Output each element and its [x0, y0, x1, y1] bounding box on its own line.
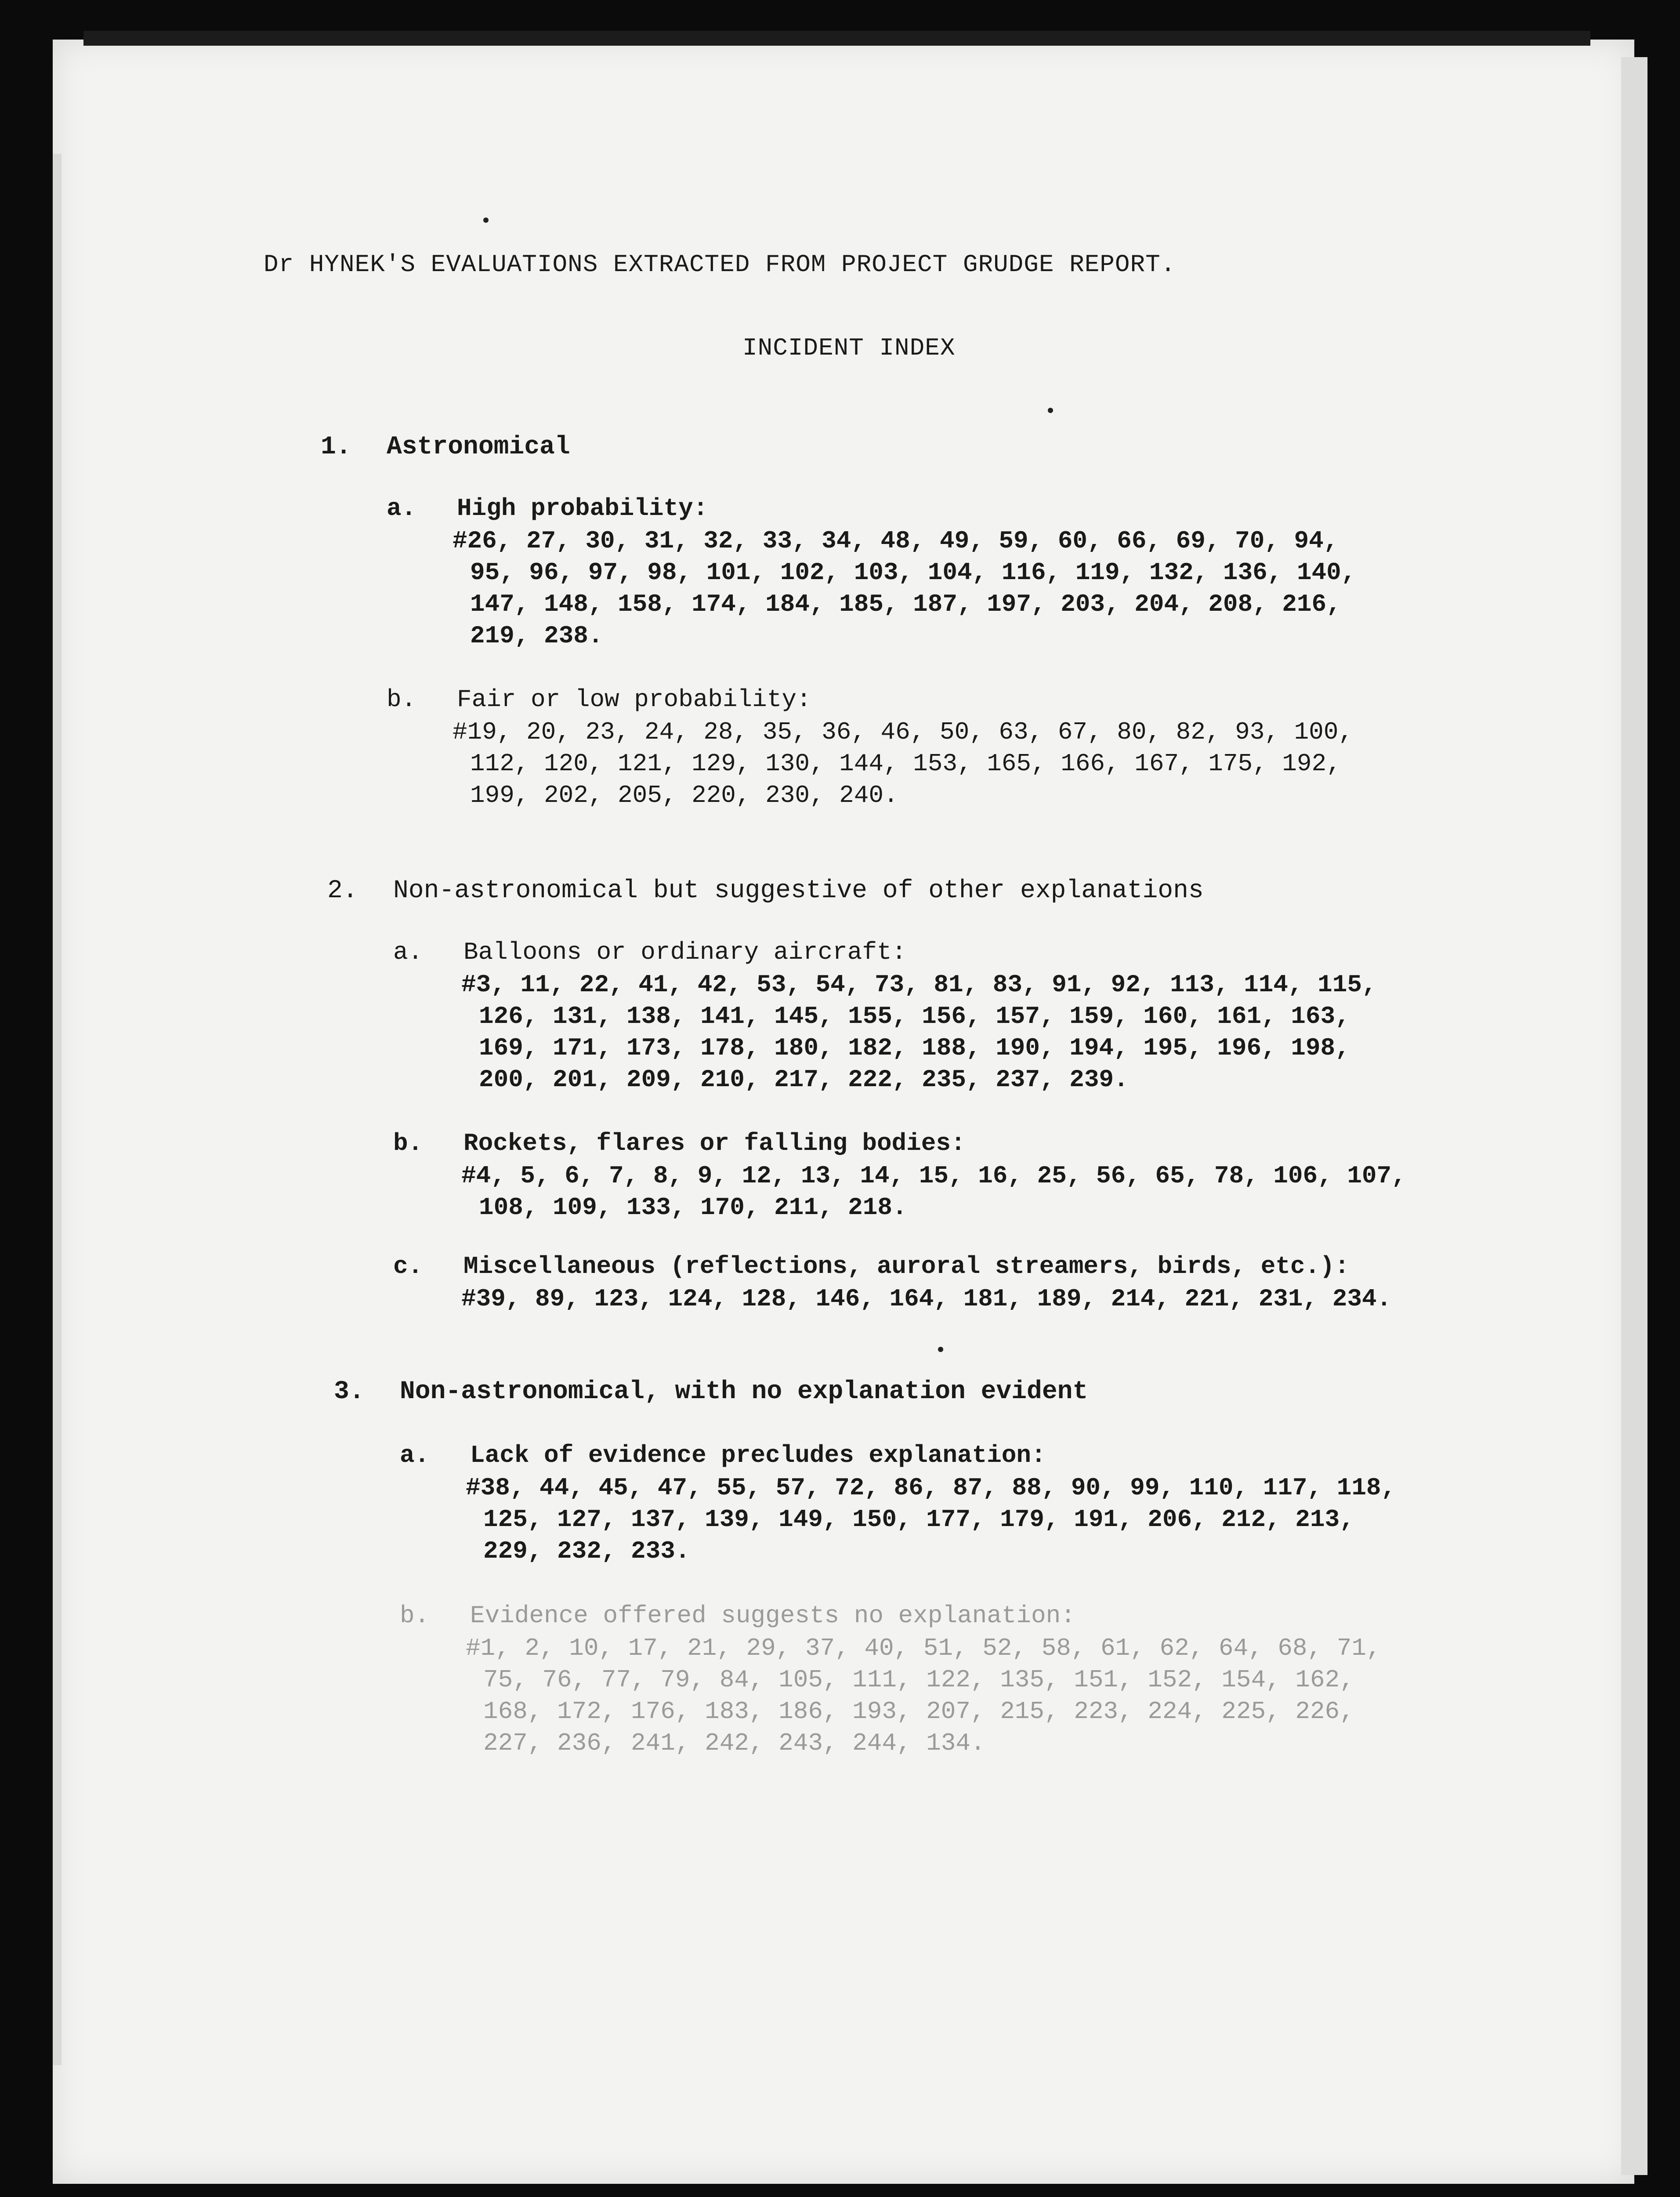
page-right-edge [1621, 57, 1647, 2175]
incident-line: 126, 131, 138, 141, 145, 155, 156, 157, 159, 160, 161, 163, [479, 1002, 1350, 1030]
section-number: 3. [334, 1378, 365, 1406]
section-1b-list [453, 716, 1353, 811]
incident-line: 227, 236, 241, 242, 243, 244, 134. [483, 1729, 985, 1757]
subsection-letter: b. [393, 1129, 423, 1157]
subsection-title: Miscellaneous (reflections, auroral streamers, birds, etc.): [463, 1252, 1350, 1280]
section-3b-list [466, 1632, 1381, 1759]
speck [938, 1347, 943, 1352]
subsection-title: Rockets, flares or falling bodies: [463, 1129, 966, 1157]
incident-line: 125, 127, 137, 139, 149, 150, 177, 179, 191, 206, 212, 213, [483, 1505, 1354, 1534]
section-2b-heading [393, 1129, 966, 1157]
section-3b-heading [400, 1602, 1075, 1630]
subsection-title: High probability: [457, 494, 708, 522]
document-subtitle: INCIDENT INDEX [742, 334, 956, 362]
document-title: Dr HYNEK'S EVALUATIONS EXTRACTED FROM PROJECT GRUDGE REPORT. [264, 250, 1176, 279]
incident-line: #26, 27, 30, 31, 32, 33, 34, 48, 49, 59, 60, 66, 69, 70, 94, [453, 527, 1339, 555]
incident-line: 199, 202, 205, 220, 230, 240. [470, 781, 898, 809]
incident-line: 219, 238. [470, 622, 603, 650]
incident-line: #19, 20, 23, 24, 28, 35, 36, 46, 50, 63, 67, 80, 82, 93, 100, [453, 718, 1353, 746]
incident-line: 229, 232, 233. [483, 1537, 690, 1565]
section-2b-list [461, 1160, 1406, 1223]
incident-line: 112, 120, 121, 129, 130, 144, 153, 165, 166, 167, 175, 192, [470, 750, 1341, 778]
incident-line: 200, 201, 209, 210, 217, 222, 235, 237, 239. [479, 1066, 1129, 1094]
section-title: Non-astronomical, with no explanation evident [400, 1378, 1088, 1406]
section-2a-heading [393, 938, 906, 966]
section-number: 1. [321, 433, 351, 461]
incident-line: #39, 89, 123, 124, 128, 146, 164, 181, 189, 214, 221, 231, 234. [461, 1285, 1392, 1313]
section-2c-heading [393, 1252, 1349, 1280]
speck [483, 218, 489, 223]
incident-line: 147, 148, 158, 174, 184, 185, 187, 197, 203, 204, 208, 216, [470, 590, 1341, 618]
section-title: Astronomical [387, 433, 570, 461]
section-3-heading [334, 1378, 1088, 1406]
subsection-letter: a. [387, 494, 416, 522]
section-title: Non-astronomical but suggestive of other explanations [393, 877, 1204, 905]
section-1a-heading [387, 494, 708, 522]
section-number: 2. [327, 877, 358, 905]
subsection-title: Evidence offered suggests no explanation: [470, 1602, 1075, 1630]
section-1b-heading [387, 685, 811, 714]
incident-line: #1, 2, 10, 17, 21, 29, 37, 40, 51, 52, 58, 61, 62, 64, 68, 71, [466, 1634, 1381, 1662]
subsection-letter: a. [400, 1441, 430, 1469]
subsection-letter: b. [400, 1602, 430, 1630]
page-top-edge [83, 31, 1590, 46]
section-1a-list [453, 525, 1356, 652]
speck [1048, 408, 1053, 413]
section-3a-list [466, 1472, 1396, 1567]
incident-line: 108, 109, 133, 170, 211, 218. [479, 1193, 907, 1222]
subsection-title: Fair or low probability: [457, 685, 811, 714]
subsection-title: Balloons or ordinary aircraft: [463, 938, 907, 966]
section-2a-list [461, 969, 1377, 1095]
subsection-title: Lack of evidence precludes explanation: [470, 1441, 1046, 1469]
incident-line: #4, 5, 6, 7, 8, 9, 12, 13, 14, 15, 16, 25, 56, 65, 78, 106, 107, [461, 1162, 1406, 1190]
incident-line: 95, 96, 97, 98, 101, 102, 103, 104, 116, 119, 132, 136, 140, [470, 558, 1356, 587]
section-2c-list [461, 1283, 1391, 1315]
incident-line: 169, 171, 173, 178, 180, 182, 188, 190, 194, 195, 196, 198, [479, 1034, 1350, 1062]
subsection-letter: b. [387, 685, 416, 714]
section-2-heading [327, 877, 1204, 905]
incident-line: #38, 44, 45, 47, 55, 57, 72, 86, 87, 88, 90, 99, 110, 117, 118, [466, 1474, 1396, 1502]
incident-line: 75, 76, 77, 79, 84, 105, 111, 122, 135, 151, 152, 154, 162, [483, 1666, 1354, 1694]
page-left-edge [53, 154, 62, 2065]
section-3a-heading [400, 1441, 1046, 1469]
subsection-letter: c. [393, 1252, 423, 1280]
incident-line: #3, 11, 22, 41, 42, 53, 54, 73, 81, 83, 91, 92, 113, 114, 115, [461, 971, 1377, 999]
incident-line: 168, 172, 176, 183, 186, 193, 207, 215, 223, 224, 225, 226, [483, 1697, 1354, 1726]
subsection-letter: a. [393, 938, 423, 966]
section-1-heading [321, 433, 570, 461]
